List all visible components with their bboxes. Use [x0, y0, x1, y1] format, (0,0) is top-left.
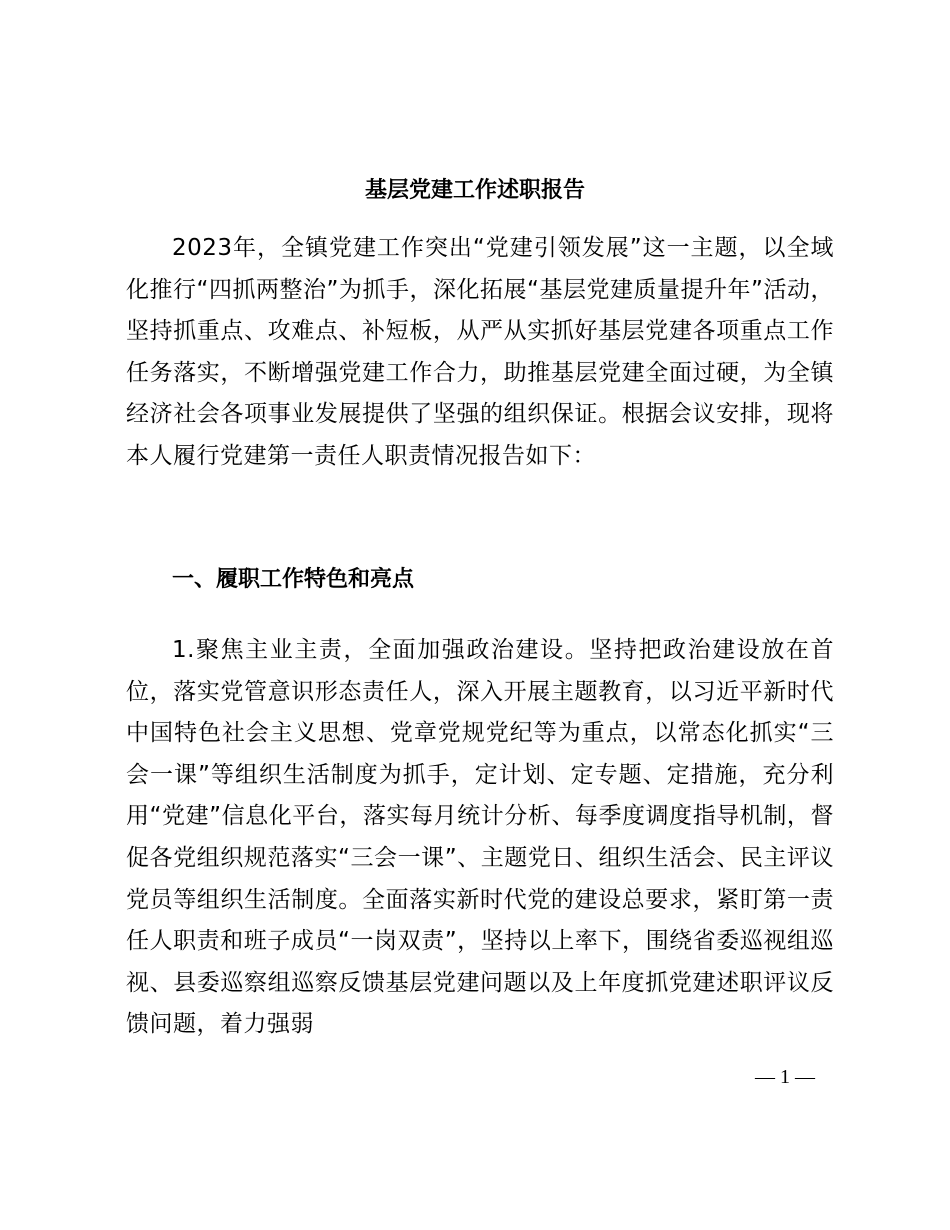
intro-paragraph: 2023年，全镇党建工作突出“党建引领发展”这一主题，以全域化推行“四抓两整治”为抓手，深化拓展“基层党建质量提升年”活动，坚持抓重点、攻难点、补短板，从严从实抓好基层党建各项重点工作任务落实，不断增强党建工作合力，助推基层党建全面过硬，为全镇经济社会各项事业发展提供了坚强的组织保证。根据会议安排，现将本人履行党建第一责任人职责情况报告如下： — [126, 235, 834, 469]
page-number: — 1 — — [755, 1066, 815, 1088]
section-heading: 一、履职工作特色和亮点 — [172, 567, 415, 592]
document-title: 基层党建工作述职报告 — [364, 177, 585, 203]
section-paragraph: 1.聚焦主业主责，全面加强政治建设。坚持把政治建设放在首位，落实党管意识形态责任人，深入开展主题教育，以习近平新时代中国特色社会主义思想、党章党规党纪等为重点，以常态化抓实“三会一课”等组织生活制度为抓手，定计划、定专题、定措施，充分利用“党建”信息化平台，落实每月统计分析、每季度调度指导机制，督促各党组织规范落实“三会一课”、主题党日、组织生活会、民主评议党员等组织生活制度。全面落实新时代党的建设总要求，紧盯第一责任人职责和班子成员“一岗双责”，坚持以上率下，围绕省委巡视组巡视、县委巡察组巡察反馈基层党建问题以及上年度抓党建述职评议反馈问题，着力强弱 — [126, 637, 834, 1038]
